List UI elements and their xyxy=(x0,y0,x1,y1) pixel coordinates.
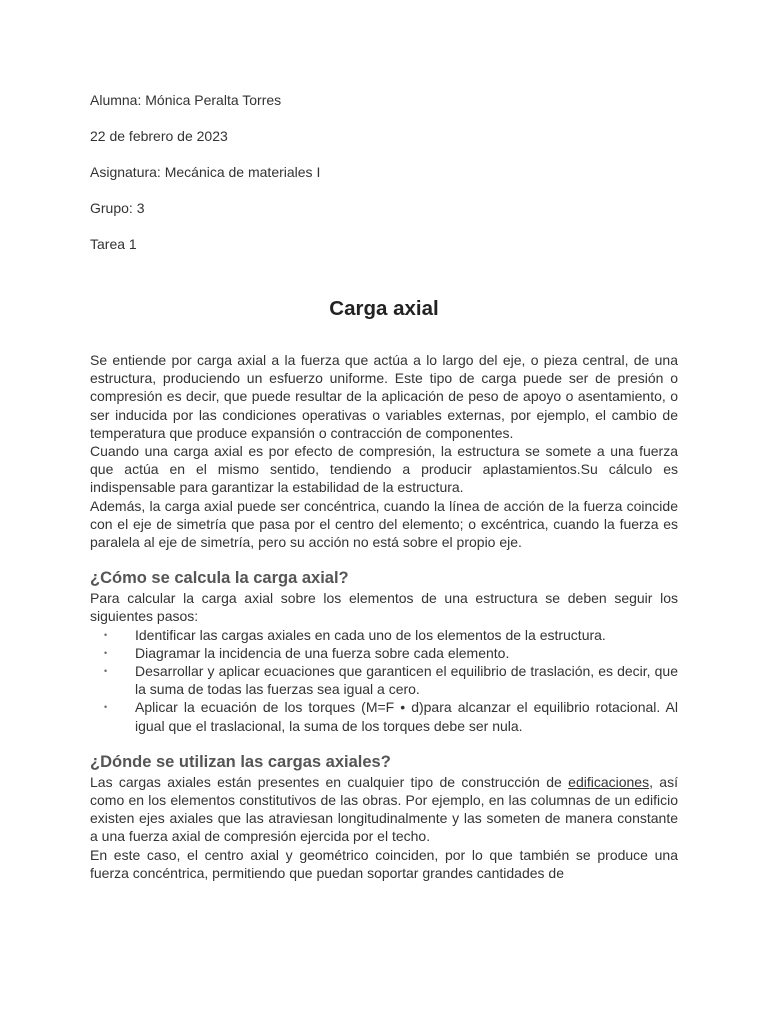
list-item-text: Diagramar la incidencia de una fuerza sobre cada elemento. xyxy=(135,644,510,661)
bullet-icon: • xyxy=(104,629,108,640)
list-item xyxy=(90,698,678,734)
document-date: 22 de febrero de 2023 xyxy=(90,128,228,144)
edificaciones-link[interactable]: edificaciones xyxy=(568,773,650,790)
usage-text-end: , así como en los elementos constitutivos de las obras. Por ejemplo, en las columnas de un edificio existen ejes axiales que las atraviesan longitudinalmente y las someten de manera constante a una fuerza axial de compresión ejercida por el techo. xyxy=(90,773,678,845)
student-name: Alumna: Mónica Peralta Torres xyxy=(90,92,282,108)
list-item xyxy=(90,662,678,698)
section-heading-calculation: ¿Cómo se calcula la carga axial? xyxy=(90,569,349,588)
list-item-text: Desarrollar y aplicar ecuaciones que garanticen el equilibrio de traslación, es decir, que la suma de todas las fuerzas sea igual a cero. xyxy=(135,663,678,698)
intro-paragraph-1: Se entiende por carga axial a la fuerza que actúa a lo largo del eje, o pieza central, de una estructura, produciendo un esfuerzo uniforme. Este tipo de carga puede ser de presión o compresión es decir, que puede resultar de la aplicación de peso de apoyo o asentamiento, o ser inducida por las condiciones operativas o variables externas, por ejemplo, el cambio de temperatura que produce expansión o contracción de componentes. xyxy=(90,352,678,441)
list-item-text: Identificar las cargas axiales en cada uno de los elementos de la estructura. xyxy=(135,626,606,643)
intro-paragraph-3: Además, la carga axial puede ser concéntrica, cuando la línea de acción de la fuerza coincide con el eje de simetría que pasa por el centro del elemento; o excéntrica, cuando la fuerza es paralela al eje de simetría, pero su acción no está sobre el propio eje. xyxy=(90,497,678,551)
bullet-icon: • xyxy=(104,647,108,658)
task-line: Tarea 1 xyxy=(90,236,137,252)
document-title: Carga axial xyxy=(329,297,439,320)
intro-paragraph-2: Cuando una carga axial es por efecto de compresión, la estructura se somete a una fuerza que actúa en el mismo sentido, tendiendo a producir aplastamientos.Su cálculo es indispensable para garantizar la estabilidad de la estructura. xyxy=(90,443,678,496)
bullet-icon: • xyxy=(104,666,108,677)
list-item xyxy=(90,644,678,662)
usage-paragraph-2: En este caso, el centro axial y geométrico coinciden, por lo que también se produce una fuerza concéntrica, permitiendo que puedan soportar grandes cantidades de xyxy=(90,846,678,881)
subject-line: Asignatura: Mecánica de materiales I xyxy=(90,164,321,180)
list-item xyxy=(90,626,678,644)
calculation-steps-list xyxy=(90,626,678,735)
section-heading-usage: ¿Dónde se utilizan las cargas axiales? xyxy=(90,752,391,771)
usage-text-start: Las cargas axiales están presentes en cualquier tipo de construcción de xyxy=(90,773,569,790)
bullet-icon: • xyxy=(104,702,108,713)
calculation-lead-paragraph: Para calcular la carga axial sobre los elementos de una estructura se deben seguir los siguientes pasos: xyxy=(90,590,678,625)
document-page xyxy=(90,91,678,882)
list-item-text: Aplicar la ecuación de los torques (M=F • d)para alcanzar el equilibrio rotacional. Al igual que el traslacional, la suma de los torques debe ser nula. xyxy=(135,699,678,734)
usage-paragraph-1 xyxy=(90,773,678,846)
group-line: Grupo: 3 xyxy=(90,200,145,216)
